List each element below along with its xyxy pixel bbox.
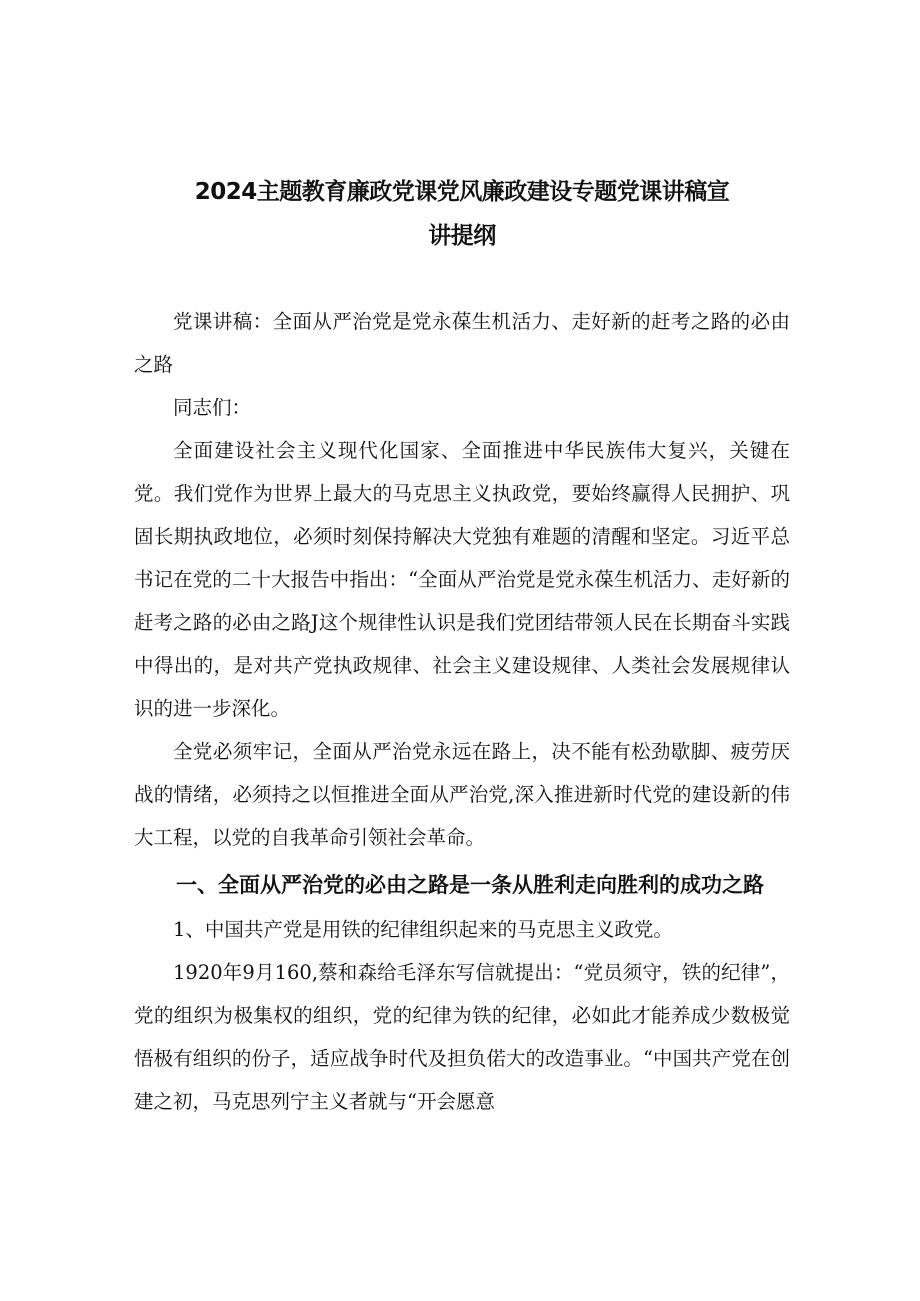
title-line-2: 讲提纲 — [428, 223, 496, 249]
title-line-1: 2024主题教育廉政党课党风廉政建设专题党课讲稿宣 — [194, 179, 730, 205]
document-title — [134, 170, 790, 258]
body-paragraph-3: 1920年9月160,蔡和森给毛泽东写信就提出：“党员须守，铁的纪律”，党的组织为极集权的组织，党的纪律为铁的纪律，必如此才能养成少数极觉悟极有组织的份子，适应战争时代及担负偌大的改造事业。“中国共产党在创建之初，马克思列宁主义者就与“开会愿意 — [134, 961, 790, 1113]
subtitle-paragraph: 党课讲稿：全面从严治党是党永葆生机活力、走好新的赶考之路的必由之路 — [134, 310, 790, 376]
body-paragraph-2: 全党必须牢记，全面从严治党永远在路上，决不能有松劲歇脚、疲劳厌战的情绪，必须持之以恒推进全面从严治党,深入推进新时代党的建设新的伟大工程，以党的自我革命引领社会革命。 — [134, 740, 790, 849]
document-body — [134, 300, 790, 1123]
greeting-paragraph: 同志们： — [173, 396, 252, 419]
body-paragraph-1: 全面建设社会主义现代化国家、全面推进中华民族伟大复兴，关键在党。我们党作为世界上最大的马克思主义执政党，要始终赢得人民拥护、巩固长期执政地位，必须时刻保持解决大党独有难题的清醒和坚定。习近平总书记在党的二十大报告中指出：“全面从严治党是党永葆生机活力、走好新的赶考之路的必由之路J这个规律性认识是我们党团结带领人民在长期奋斗实践中得出的，是对共产党执政规律、社会主义建设规律、人类社会发展规律认识的进一步深化。 — [134, 439, 790, 720]
section-heading-1: 一、全面从严治党的必由之路是一条从胜利走向胜利的成功之路 — [176, 873, 764, 897]
point-1: 1、中国共产党是用铁的纪律组织起来的马克思主义政党。 — [173, 918, 673, 941]
